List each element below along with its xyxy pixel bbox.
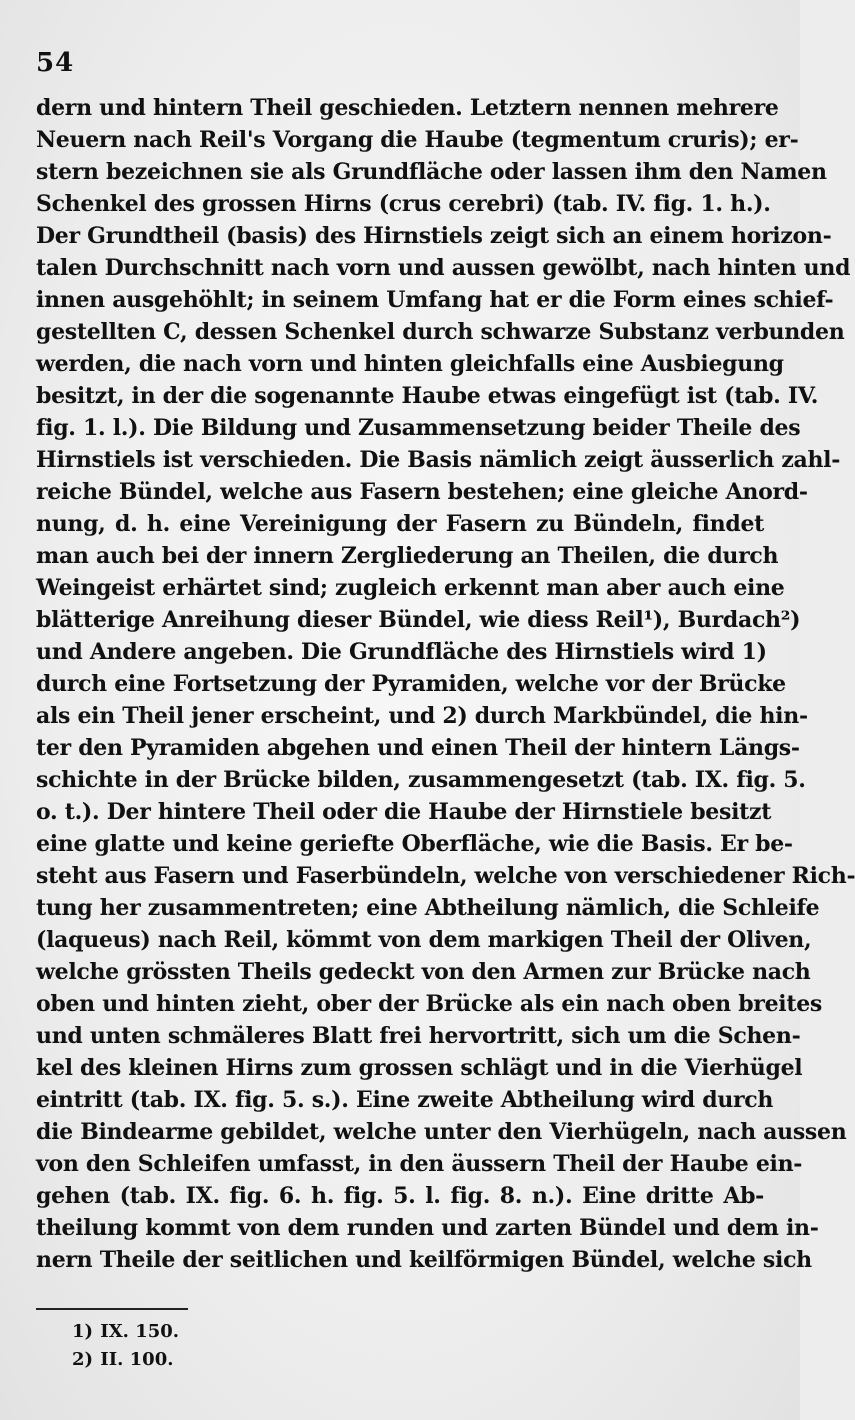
body-text — [36, 92, 855, 1276]
text-line: innen ausgehöhlt; in seinem Umfang hat er die Form eines schief- — [36, 287, 834, 313]
text-line: gehen (tab. IX. fig. 6. h. fig. 5. l. fig. 8. n.). Eine dritte Ab- — [36, 1183, 764, 1209]
text-line: stern bezeichnen sie als Grundfläche oder lassen ihm den Namen — [36, 159, 827, 185]
text-line: kel des kleinen Hirns zum grossen schlägt und in die Vierhügel — [36, 1055, 803, 1081]
text-line: gestellten C, dessen Schenkel durch schwarze Substanz verbunden — [36, 319, 845, 345]
text-line: als ein Theil jener erscheint, und 2) durch Markbündel, die hin- — [36, 703, 808, 729]
text-line: dern und hintern Theil geschieden. Letztern nennen mehrere — [36, 95, 779, 121]
page-number: 54 — [36, 48, 75, 78]
text-line: Neuern nach Reil's Vorgang die Haube (tegmentum cruris); er- — [36, 127, 799, 153]
text-line: schichte in der Brücke bilden, zusammengesetzt (tab. IX. fig. 5. — [36, 767, 806, 793]
footnote-mark: 1) — [72, 1321, 94, 1342]
text-line: man auch bei der innern Zergliederung an Theilen, die durch — [36, 543, 779, 569]
text-line: nung, d. h. eine Vereinigung der Fasern zu Bündeln, findet — [36, 511, 764, 537]
text-line: Weingeist erhärtet sind; zugleich erkennt man aber auch eine — [36, 575, 785, 601]
text-line: (laqueus) nach Reil, kömmt von dem markigen Theil der Oliven, — [36, 927, 812, 953]
text-line: talen Durchschnitt nach vorn und aussen gewölbt, nach hinten und — [36, 255, 851, 281]
footnote-text: IX. 150. — [100, 1321, 180, 1342]
text-line: nern Theile der seitlichen und keilförmigen Bündel, welche sich — [36, 1247, 812, 1273]
text-line: und Andere angeben. Die Grundfläche des Hirnstiels wird 1) — [36, 639, 767, 665]
text-line: Der Grundtheil (basis) des Hirnstiels zeigt sich an einem horizon- — [36, 223, 832, 249]
text-line: steht aus Fasern und Faserbündeln, welche von verschiedener Rich- — [36, 863, 855, 889]
text-line: reiche Bündel, welche aus Fasern bestehen; eine gleiche Anord- — [36, 479, 808, 505]
text-line: besitzt, in der die sogenannte Haube etwas eingefügt ist (tab. IV. — [36, 383, 819, 409]
footnote-mark: 2) — [72, 1349, 94, 1370]
text-line: werden, die nach vorn und hinten gleichfalls eine Ausbiegung — [36, 351, 784, 377]
text-line: ter den Pyramiden abgehen und einen Theil der hintern Längs- — [36, 735, 800, 761]
text-line: von den Schleifen umfasst, in den äussern Theil der Haube ein- — [36, 1151, 803, 1177]
footnote-text: II. 100. — [100, 1349, 174, 1370]
footnotes — [72, 1318, 179, 1374]
text-line: fig. 1. l.). Die Bildung und Zusammensetzung beider Theile des — [36, 415, 801, 441]
text-line: Hirnstiels ist verschieden. Die Basis nämlich zeigt äusserlich zahl- — [36, 447, 841, 473]
text-line: theilung kommt von dem runden und zarten Bündel und dem in- — [36, 1215, 819, 1241]
text-line: die Bindearme gebildet, welche unter den Vierhügeln, nach aussen — [36, 1119, 847, 1145]
text-line: und unten schmäleres Blatt frei hervortritt, sich um die Schen- — [36, 1023, 801, 1049]
text-line: welche grössten Theils gedeckt von den Armen zur Brücke nach — [36, 959, 811, 985]
text-line: durch eine Fortsetzung der Pyramiden, welche vor der Brücke — [36, 671, 786, 697]
text-line: oben und hinten zieht, ober der Brücke als ein nach oben breites — [36, 991, 822, 1017]
text-line: tung her zusammentreten; eine Abtheilung nämlich, die Schleife — [36, 895, 820, 921]
footnote-rule — [36, 1308, 188, 1310]
footnote — [72, 1346, 179, 1374]
text-line: eine glatte und keine geriefte Oberfläche, wie die Basis. Er be- — [36, 831, 793, 857]
text-line: Schenkel des grossen Hirns (crus cerebri) (tab. IV. fig. 1. h.). — [36, 191, 771, 217]
text-line: eintritt (tab. IX. fig. 5. s.). Eine zweite Abtheilung wird durch — [36, 1087, 774, 1113]
footnote — [72, 1318, 179, 1346]
text-line: o. t.). Der hintere Theil oder die Haube der Hirnstiele besitzt — [36, 799, 772, 825]
text-line: blätterige Anreihung dieser Bündel, wie diess Reil¹), Burdach²) — [36, 607, 801, 633]
